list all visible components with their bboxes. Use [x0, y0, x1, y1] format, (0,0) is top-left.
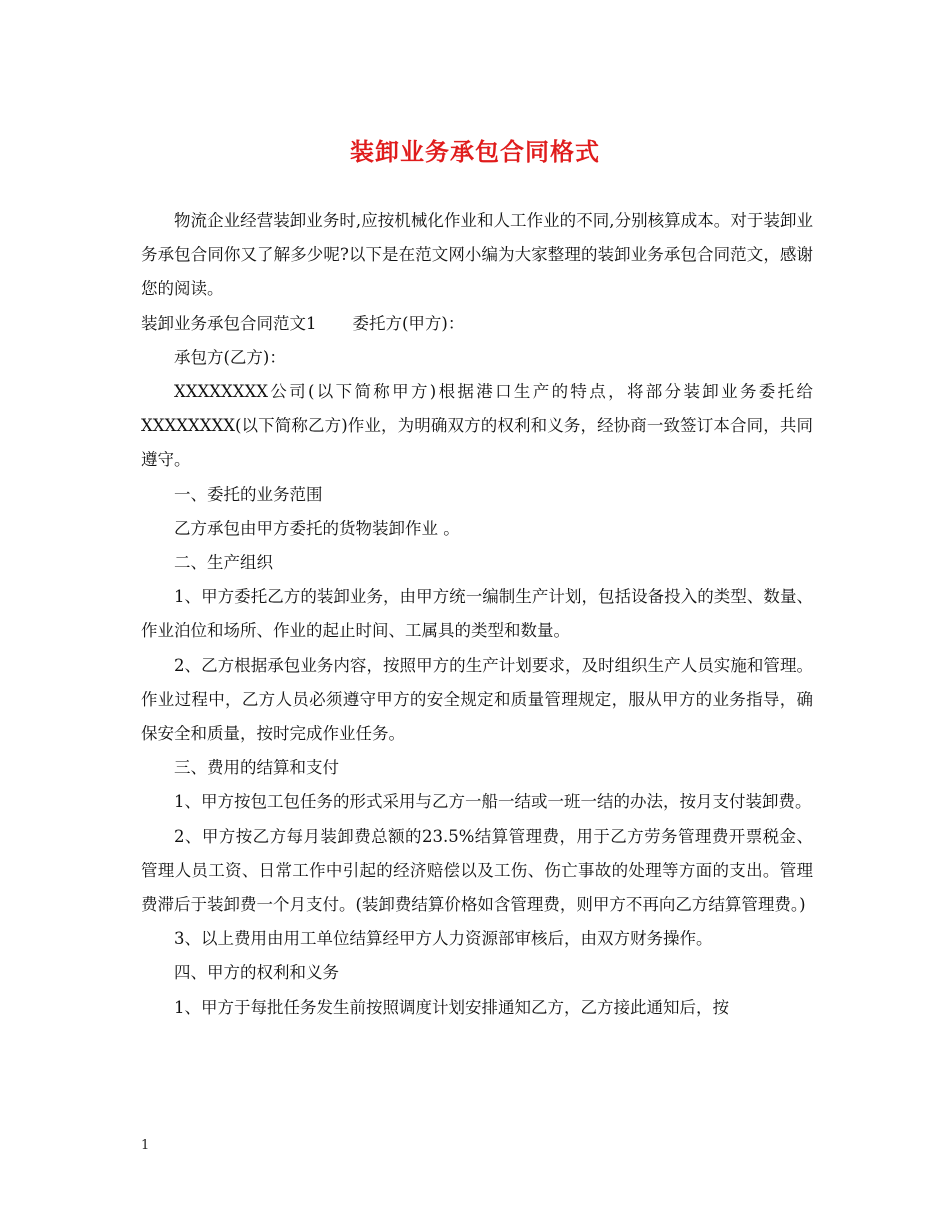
party-b-label: 承包方(乙方)： [174, 347, 286, 367]
section-2-heading: 二、生产组织 [174, 553, 273, 573]
section-1-heading: 一、委托的业务范围 [174, 484, 323, 504]
section-4-paragraph-1: 1、甲方于每批任务发生前按照调度计划安排通知乙方，乙方接此通知后，按 [174, 997, 729, 1017]
section-4-heading: 四、甲方的权利和义务 [174, 963, 339, 983]
sample-heading-line [141, 307, 813, 341]
sample-heading: 装卸业务承包合同范文1 [141, 313, 317, 333]
section-3-paragraph-3: 3、以上费用由用工单位结算经甲方人力资源部审核后，由双方财务操作。 [174, 929, 713, 949]
party-a-label: 委托方(甲方)： [352, 313, 465, 333]
section-3-paragraph-2: 2、甲方按乙方每月装卸费总额的23.5%结算管理费，用于乙方劳务管理费开票税金、管理人员工资、日常工作中引起的经济赔偿以及工伤、伤亡事故的处理等方面的支出。管理费滞后于装卸费一个月支付。(装卸费结算价格如含管理费，则甲方不再向乙方结算管理费。) [141, 826, 813, 915]
intro-paragraph: 物流企业经营装卸业务时,应按机械化作业和人工作业的不同,分别核算成本。对于装卸业务承包合同你又了解多少呢?以下是在范文网小编为大家整理的装卸业务承包合同范文，感谢您的阅读。 [141, 211, 813, 299]
section-2-paragraph-2: 2、乙方根据承包业务内容，按照甲方的生产计划要求，及时组织生产人员实施和管理。作业过程中，乙方人员必须遵守甲方的安全规定和质量管理规定，服从甲方的业务指导，确保安全和质量，按时完成作业任务。 [141, 655, 813, 744]
page-number: 1 [141, 1138, 150, 1153]
document-title: 装卸业务承包合同格式 [350, 137, 600, 166]
section-3-paragraph-1: 1、甲方按包工包任务的形式采用与乙方一船一结或一班一结的办法，按月支付装卸费。 [174, 792, 812, 812]
section-2-paragraph-1: 1、甲方委托乙方的装卸业务，由甲方统一编制生产计划，包括设备投入的类型、数量、作业泊位和场所、作业的起止时间、工属具的类型和数量。 [141, 587, 813, 641]
section-3-heading: 三、费用的结算和支付 [174, 758, 339, 778]
document-body [141, 204, 813, 1025]
section-1-paragraph-1: 乙方承包由甲方委托的货物装卸作业 。 [174, 518, 460, 538]
preamble-paragraph: XXXXXXXX公司(以下简称甲方)根据港口生产的特点，将部分装卸业务委托给XXXXXXXX(以下简称乙方)作业，为明确双方的权利和义务，经协商一致签订本合同，共同遵守。 [141, 382, 813, 470]
